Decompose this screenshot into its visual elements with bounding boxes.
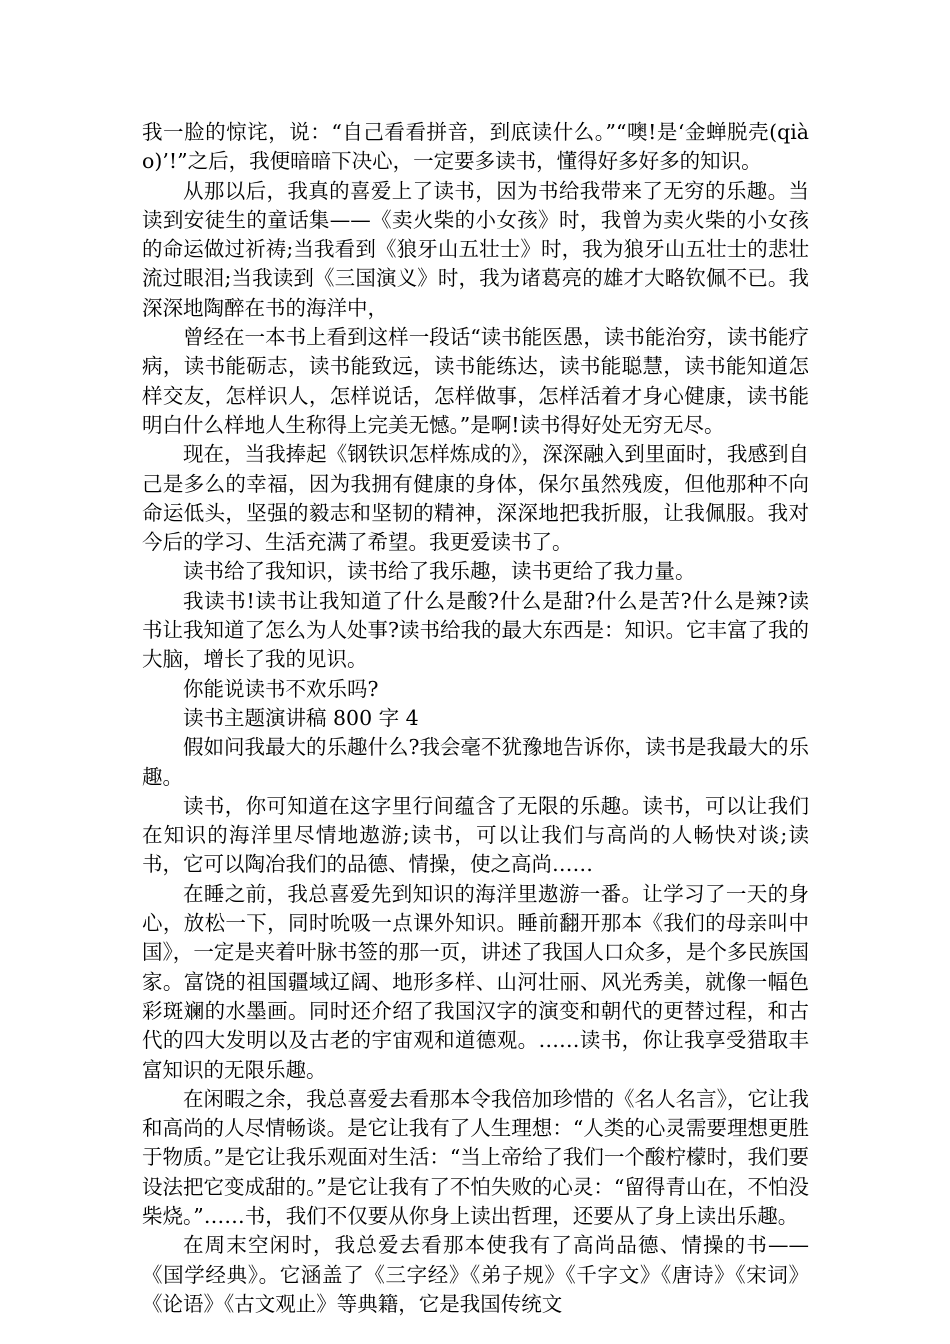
paragraph: 现在，当我捧起《钢铁识怎样炼成的》，深深融入到里面时，我感到自己是多么的幸福，因为我拥有健康的身体，保尔虽然残废，但他那种不向命运低头，坚强的毅志和坚韧的精神，深深地把我折服，让我佩服。我对今后的学习、生活充满了希望。我更爱读书了。 — [142, 442, 809, 555]
paragraph: 读书，你可知道在这字里行间蕴含了无限的乐趣。读书，可以让我们在知识的海洋里尽情地遨游;读书，可以让我们与高尚的人畅快对谈;读书，它可以陶冶我们的品德、情操，使之高尚…… — [142, 793, 809, 877]
paragraph: 在周末空闲时，我总爱去看那本使我有了高尚品德、情操的书——《国学经典》。它涵盖了《三字经》《弟子规》《千字文》《唐诗》《宋词》《论语》《古文观止》等典籍，它是我国传统文 — [142, 1233, 809, 1316]
paragraph: 我读书!读书让我知道了什么是酸?什么是甜?什么是苦?什么是辣?读书让我知道了怎么为人处事?读书给我的最大东西是：知识。它丰富了我的大脑，增长了我的见识。 — [142, 588, 809, 672]
paragraph: 在闲暇之余，我总喜爱去看那本令我倍加珍惜的《名人名言》，它让我和高尚的人尽情畅谈。是它让我有了人生理想：“人类的心灵需要理想更胜于物质。”是它让我乐观面对生活：“当上帝给了我们一个酸柠檬时，我们要设法把它变成甜的。”是它让我有了不怕失败的心灵：“留得青山在，不怕没柴烧。”……书，我们不仅要从你身上读出哲理，还要从了身上读出乐趣。 — [142, 1086, 809, 1228]
section-heading: 读书主题演讲稿 800 字 4 — [183, 705, 419, 730]
paragraph: 曾经在一本书上看到这样一段话“读书能医愚，读书能治穷，读书能疗病，读书能砺志，读书能致远，读书能练达，读书能聪慧，读书能知道怎样交友，怎样识人，怎样说话，怎样做事，怎样活着才身心健康，读书能明白什么样地人生称得上完美无憾。”是啊!读书得好处无穷无尽。 — [142, 325, 809, 437]
document-body — [142, 118, 809, 1319]
paragraph: 读书给了我知识，读书给了我乐趣，读书更给了我力量。 — [183, 559, 696, 584]
paragraph: 从那以后，我真的喜爱上了读书，因为书给我带来了无穷的乐趣。当读到安徒生的童话集——《卖火柴的小女孩》时，我曾为卖火柴的小女孩的命运做过祈祷;当我看到《狼牙山五壮士》时，我为狼牙山五壮士的悲壮流过眼泪;当我读到《三国演义》时，我为诸葛亮的雄才大略钦佩不已。我深深地陶醉在书的海洋中， — [142, 178, 809, 320]
paragraph: 假如问我最大的乐趣什么?我会毫不犹豫地告诉你，读书是我最大的乐趣。 — [142, 735, 809, 789]
paragraph: 在睡之前，我总喜爱先到知识的海洋里遨游一番。让学习了一天的身心，放松一下，同时吮吸一点课外知识。睡前翻开那本《我们的母亲叫中国》，一定是夹着叶脉书签的那一页，讲述了我国人口众多，是个多民族国家。富饶的祖国疆域辽阔、地形多样、山河壮丽、风光秀美，就像一幅色彩斑斓的水墨画。同时还介绍了我国汉字的演变和朝代的更替过程，和古代的四大发明以及古老的宇宙观和道德观。……读书，你让我享受猎取丰富知识的无限乐趣。 — [142, 881, 809, 1082]
paragraph: 你能说读书不欢乐吗? — [183, 676, 379, 701]
paragraph: 我一脸的惊诧，说：“自己看看拼音，到底读什么。”“噢!是‘金蝉脱壳(qiào)’!”之后，我便暗暗下决心，一定要多读书，懂得好多好多的知识。 — [142, 120, 809, 174]
